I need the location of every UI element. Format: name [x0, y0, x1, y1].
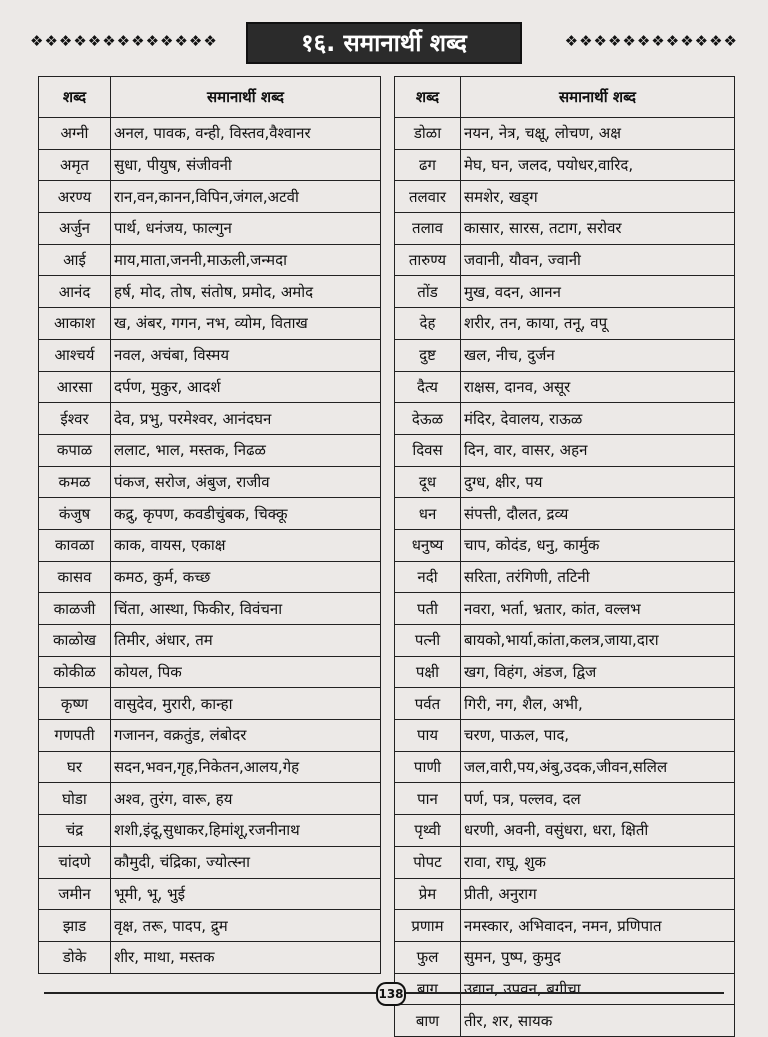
synonyms-cell: सदन,भवन,गृह,निकेतन,आलय,गेह	[111, 751, 381, 783]
word-cell: धनुष्य	[395, 529, 461, 561]
word-cell: पान	[395, 783, 461, 815]
table-row	[39, 846, 381, 878]
table-row	[39, 593, 381, 625]
table-row	[39, 561, 381, 593]
table-row	[39, 878, 381, 910]
word-cell: पत्नी	[395, 625, 461, 657]
table-row	[39, 783, 381, 815]
word-cell: दिवस	[395, 434, 461, 466]
word-cell: ढग	[395, 149, 461, 181]
table-row	[395, 1005, 735, 1037]
synonyms-cell: तिमीर, अंधार, तम	[111, 625, 381, 657]
table-row	[395, 403, 735, 435]
synonyms-cell: शीर, माथा, मस्तक	[111, 941, 381, 973]
synonyms-cell: मेघ, घन, जलद, पयोधर,वारिद,	[461, 149, 735, 181]
synonyms-cell: मुख, वदन, आनन	[461, 276, 735, 308]
table-row	[395, 720, 735, 752]
column-header-synonyms: समानार्थी शब्द	[111, 77, 381, 118]
word-cell: पर्वत	[395, 688, 461, 720]
word-cell: फुल	[395, 941, 461, 973]
synonyms-cell: भूमी, भू, भुई	[111, 878, 381, 910]
word-cell: चांदणे	[39, 846, 111, 878]
table-row	[39, 339, 381, 371]
table-row	[39, 720, 381, 752]
word-cell: तोंड	[395, 276, 461, 308]
word-cell: काळजी	[39, 593, 111, 625]
synonyms-cell: दिन, वार, वासर, अहन	[461, 434, 735, 466]
synonyms-cell: कौमुदी, चंद्रिका, ज्योत्स्ना	[111, 846, 381, 878]
table-row	[395, 751, 735, 783]
word-cell: पाय	[395, 720, 461, 752]
synonyms-cell: दुग्ध, क्षीर, पय	[461, 466, 735, 498]
synonyms-cell: चरण, पाऊल, पाद,	[461, 720, 735, 752]
synonyms-cell: पंकज, सरोज, अंबुज, राजीव	[111, 466, 381, 498]
column-header-synonyms: समानार्थी शब्द	[461, 77, 735, 118]
column-header-word: शब्द	[39, 77, 111, 118]
table-row	[39, 149, 381, 181]
word-cell: कावळा	[39, 529, 111, 561]
word-cell: तारुण्य	[395, 244, 461, 276]
word-cell: दैत्य	[395, 371, 461, 403]
word-cell: आनंद	[39, 276, 111, 308]
table-row	[39, 941, 381, 973]
left-synonym-table	[38, 76, 381, 974]
table-row	[395, 181, 735, 213]
word-cell: डोके	[39, 941, 111, 973]
page-header	[30, 22, 738, 64]
table-row	[395, 656, 735, 688]
synonyms-cell: संपत्ती, दौलत, द्रव्य	[461, 498, 735, 530]
synonyms-cell: अनल, पावक, वन्ही, विस्तव,वैश्वानर	[111, 118, 381, 150]
table-row	[395, 846, 735, 878]
word-cell: कंजुष	[39, 498, 111, 530]
table-row	[395, 118, 735, 150]
synonyms-cell: राक्षस, दानव, असूर	[461, 371, 735, 403]
synonyms-cell: सरिता, तरंगिणी, तटिनी	[461, 561, 735, 593]
table-row	[39, 529, 381, 561]
synonyms-cell: बायको,भार्या,कांता,कलत्र,जाया,दारा	[461, 625, 735, 657]
table-row	[395, 973, 735, 1005]
synonyms-cell: तीर, शर, सायक	[461, 1005, 735, 1037]
synonyms-cell: ख, अंबर, गगन, नभ, व्योम, विताख	[111, 308, 381, 340]
table-row	[395, 783, 735, 815]
table-row	[395, 308, 735, 340]
synonyms-cell: माय,माता,जननी,माऊली,जन्मदा	[111, 244, 381, 276]
word-cell: तलाव	[395, 213, 461, 245]
ornament-right: ❖❖❖❖❖❖❖❖❖❖❖❖	[564, 32, 738, 50]
word-cell: चंद्र	[39, 815, 111, 847]
table-row	[39, 434, 381, 466]
table-row	[39, 308, 381, 340]
table-row	[39, 910, 381, 942]
table-row	[39, 466, 381, 498]
word-cell: कमळ	[39, 466, 111, 498]
page-title: १६. समानार्थी शब्द	[246, 22, 522, 64]
table-row	[395, 371, 735, 403]
synonyms-cell: नवल, अचंबा, विस्मय	[111, 339, 381, 371]
synonyms-cell: जल,वारी,पय,अंबु,उदक,जीवन,सलिल	[461, 751, 735, 783]
table-row	[395, 593, 735, 625]
table-row	[395, 688, 735, 720]
word-cell: अरण्य	[39, 181, 111, 213]
table-row	[395, 910, 735, 942]
word-cell: धन	[395, 498, 461, 530]
synonyms-cell: दर्पण, मुकुर, आदर्श	[111, 371, 381, 403]
word-cell: झाड	[39, 910, 111, 942]
word-cell: पती	[395, 593, 461, 625]
table-row	[395, 498, 735, 530]
word-cell: गणपती	[39, 720, 111, 752]
synonyms-cell: अश्व, तुरंग, वारू, हय	[111, 783, 381, 815]
word-cell: पृथ्वी	[395, 815, 461, 847]
synonyms-cell: कोयल, पिक	[111, 656, 381, 688]
synonyms-cell: वासुदेव, मुरारी, कान्हा	[111, 688, 381, 720]
synonyms-cell: समशेर, खड्ग	[461, 181, 735, 213]
synonyms-cell: सुमन, पुष्प, कुमुद	[461, 941, 735, 973]
table-header-row	[39, 77, 381, 118]
word-cell: घर	[39, 751, 111, 783]
word-cell: ईश्वर	[39, 403, 111, 435]
table-row	[395, 625, 735, 657]
word-cell: कपाळ	[39, 434, 111, 466]
table-row	[39, 118, 381, 150]
table-row	[395, 941, 735, 973]
synonyms-cell: नमस्कार, अभिवादन, नमन, प्रणिपात	[461, 910, 735, 942]
word-cell: बाण	[395, 1005, 461, 1037]
synonyms-cell: शशी,इंदू,सुधाकर,हिमांशू,रजनीनाथ	[111, 815, 381, 847]
synonyms-cell: रावा, राघू, शुक	[461, 846, 735, 878]
table-row	[395, 466, 735, 498]
synonyms-cell: वृक्ष, तरू, पादप, द्रुम	[111, 910, 381, 942]
synonyms-cell: चिंता, आस्था, फिकीर, विवंचना	[111, 593, 381, 625]
table-row	[39, 688, 381, 720]
table-row	[395, 561, 735, 593]
word-cell: कोकीळ	[39, 656, 111, 688]
synonyms-cell: नयन, नेत्र, चक्षू, लोचण, अक्ष	[461, 118, 735, 150]
synonyms-cell: पर्ण, पत्र, पल्लव, दल	[461, 783, 735, 815]
table-row	[39, 625, 381, 657]
synonyms-cell: गिरी, नग, शैल, अभी,	[461, 688, 735, 720]
table-row	[395, 244, 735, 276]
table-row	[395, 339, 735, 371]
word-cell: आई	[39, 244, 111, 276]
synonyms-cell: चाप, कोदंड, धनु, कार्मुक	[461, 529, 735, 561]
word-cell: आकाश	[39, 308, 111, 340]
table-row	[39, 213, 381, 245]
synonyms-cell: कद्रु, कृपण, कवडीचुंबक, चिक्कू	[111, 498, 381, 530]
table-row	[39, 371, 381, 403]
table-row	[39, 656, 381, 688]
table-row	[395, 149, 735, 181]
word-cell: डोळा	[395, 118, 461, 150]
word-cell: नदी	[395, 561, 461, 593]
synonyms-cell: उद्यान, उपवन, बगीचा	[461, 973, 735, 1005]
word-cell: आश्चर्य	[39, 339, 111, 371]
table-row	[39, 403, 381, 435]
word-cell: कासव	[39, 561, 111, 593]
synonyms-cell: नवरा, भर्ता, भ्रतार, कांत, वल्लभ	[461, 593, 735, 625]
synonyms-cell: मंदिर, देवालय, राऊळ	[461, 403, 735, 435]
ornament-left: ❖❖❖❖❖❖❖❖❖❖❖❖❖	[30, 32, 218, 50]
synonyms-cell: खल, नीच, दुर्जन	[461, 339, 735, 371]
synonyms-cell: सुधा, पीयुष, संजीवनी	[111, 149, 381, 181]
table-row	[39, 276, 381, 308]
synonyms-cell: शरीर, तन, काया, तनू, वपू	[461, 308, 735, 340]
synonyms-cell: धरणी, अवनी, वसुंधरा, धरा, क्षिती	[461, 815, 735, 847]
word-cell: पोपट	[395, 846, 461, 878]
table-row	[395, 434, 735, 466]
synonyms-cell: कमठ, कुर्म, कच्छ	[111, 561, 381, 593]
table-row	[39, 181, 381, 213]
table-row	[39, 244, 381, 276]
right-synonym-table	[394, 76, 735, 1037]
page-number: 138	[376, 982, 406, 1006]
word-cell: जमीन	[39, 878, 111, 910]
synonyms-cell: जवानी, यौवन, ज्वानी	[461, 244, 735, 276]
word-cell: देह	[395, 308, 461, 340]
word-cell: काळोख	[39, 625, 111, 657]
word-cell: दूध	[395, 466, 461, 498]
synonyms-cell: ललाट, भाल, मस्तक, निढळ	[111, 434, 381, 466]
synonyms-cell: हर्ष, मोद, तोष, संतोष, प्रमोद, अमोद	[111, 276, 381, 308]
table-row	[395, 815, 735, 847]
table-row	[39, 815, 381, 847]
table-row	[39, 498, 381, 530]
synonyms-cell: कासार, सारस, तटाग, सरोवर	[461, 213, 735, 245]
table-row	[395, 213, 735, 245]
synonyms-cell: काक, वायस, एकाक्ष	[111, 529, 381, 561]
table-row	[39, 751, 381, 783]
synonyms-cell: प्रीती, अनुराग	[461, 878, 735, 910]
word-cell: प्रेम	[395, 878, 461, 910]
word-cell: आरसा	[39, 371, 111, 403]
word-cell: बाग	[395, 973, 461, 1005]
synonyms-cell: गजानन, वक्रतुंड, लंबोदर	[111, 720, 381, 752]
word-cell: दुष्ट	[395, 339, 461, 371]
word-cell: अर्जुन	[39, 213, 111, 245]
synonyms-cell: पार्थ, धनंजय, फाल्गुन	[111, 213, 381, 245]
word-cell: प्रणाम	[395, 910, 461, 942]
table-row	[395, 878, 735, 910]
table-header-row	[395, 77, 735, 118]
word-cell: कृष्ण	[39, 688, 111, 720]
synonyms-cell: देव, प्रभु, परमेश्वर, आनंदघन	[111, 403, 381, 435]
word-cell: देऊळ	[395, 403, 461, 435]
synonyms-cell: खग, विहंग, अंडज, द्विज	[461, 656, 735, 688]
table-row	[395, 529, 735, 561]
column-header-word: शब्द	[395, 77, 461, 118]
word-cell: अग्नी	[39, 118, 111, 150]
table-row	[395, 276, 735, 308]
word-cell: पाणी	[395, 751, 461, 783]
word-cell: अमृत	[39, 149, 111, 181]
word-cell: पक्षी	[395, 656, 461, 688]
synonyms-cell: रान,वन,कानन,विपिन,जंगल,अटवी	[111, 181, 381, 213]
word-cell: तलवार	[395, 181, 461, 213]
word-cell: घोडा	[39, 783, 111, 815]
